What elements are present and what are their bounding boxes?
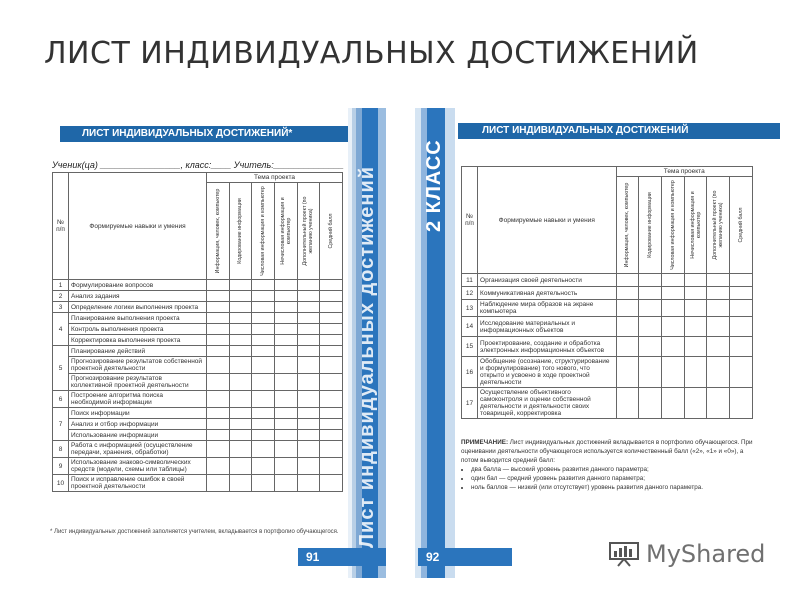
score-cell[interactable] xyxy=(730,300,753,317)
row-number: 4 xyxy=(53,313,69,346)
score-cell[interactable] xyxy=(207,475,230,492)
table-row xyxy=(53,280,343,291)
score-cell[interactable] xyxy=(661,287,684,300)
score-cell[interactable] xyxy=(320,291,343,302)
row-number: 9 xyxy=(53,458,69,475)
score-cell[interactable] xyxy=(274,346,297,357)
score-cell[interactable] xyxy=(639,337,662,357)
score-cell[interactable] xyxy=(229,324,252,335)
score-cell[interactable] xyxy=(252,335,275,346)
score-cell[interactable] xyxy=(207,302,230,313)
column-header xyxy=(320,183,343,280)
skill-cell: Планирование выполнения проекта xyxy=(69,313,207,324)
skill-cell: Использование информации xyxy=(69,430,207,441)
score-cell[interactable] xyxy=(297,374,320,391)
score-cell[interactable] xyxy=(297,346,320,357)
score-cell[interactable] xyxy=(252,313,275,324)
skill-cell: Осуществление объективного самоконтроля и оценки собственной деятельности и деятельности своих товарищей, корректировка xyxy=(478,388,616,419)
skill-cell: Использование знаково-символических средств (модели, схемы или таблицы) xyxy=(69,458,207,475)
skill-cell: Исследование материальных и информационных объектов xyxy=(478,317,616,337)
skill-cell: Коммуникативная деятельность xyxy=(478,287,616,300)
row-number: 8 xyxy=(53,441,69,458)
score-cell[interactable] xyxy=(207,313,230,324)
score-cell[interactable] xyxy=(297,324,320,335)
slide-title: ЛИСТ ИНДИВИДУАЛЬНЫХ ДОСТИЖЕНИЙ xyxy=(44,36,699,71)
score-cell[interactable] xyxy=(616,388,639,419)
skill-cell: Планирование действий xyxy=(69,346,207,357)
row-number: 1 xyxy=(53,280,69,291)
row-number: 7 xyxy=(53,408,69,441)
score-cell[interactable] xyxy=(320,391,343,408)
score-cell[interactable] xyxy=(274,280,297,291)
table-row xyxy=(53,324,343,335)
score-cell[interactable] xyxy=(616,300,639,317)
left-footnote: * Лист индивидуальных достижений заполняется учителем, вкладывается в портфолио обучающегося. xyxy=(50,529,339,535)
score-cell[interactable] xyxy=(229,346,252,357)
score-cell[interactable] xyxy=(297,430,320,441)
score-cell[interactable] xyxy=(639,287,662,300)
score-cell[interactable] xyxy=(320,458,343,475)
score-cell[interactable] xyxy=(730,357,753,388)
row-number: 13 xyxy=(462,300,478,317)
column-header-label: Средний балл xyxy=(738,207,745,243)
score-cell[interactable] xyxy=(730,274,753,287)
score-cell[interactable] xyxy=(639,388,662,419)
table-row xyxy=(53,313,343,324)
score-cell[interactable] xyxy=(684,337,707,357)
row-number: 16 xyxy=(462,357,478,388)
note-item: • два балла — высокий уровень развития данного параметра; xyxy=(471,465,761,474)
column-header xyxy=(252,183,275,280)
table-row xyxy=(53,391,343,408)
right-page xyxy=(415,108,780,578)
score-cell[interactable] xyxy=(297,335,320,346)
column-header xyxy=(684,177,707,274)
score-cell[interactable] xyxy=(207,357,230,374)
column-header xyxy=(639,177,662,274)
score-cell[interactable] xyxy=(207,408,230,419)
column-header xyxy=(297,183,320,280)
score-cell[interactable] xyxy=(229,441,252,458)
score-cell[interactable] xyxy=(229,430,252,441)
score-cell[interactable] xyxy=(616,357,639,388)
table-row xyxy=(53,374,343,391)
score-cell[interactable] xyxy=(320,335,343,346)
score-cell[interactable] xyxy=(684,274,707,287)
score-cell[interactable] xyxy=(320,408,343,419)
column-header-label: Кодирование информации xyxy=(647,192,654,258)
skill-cell: Анализ и отбор информации xyxy=(69,419,207,430)
score-cell[interactable] xyxy=(707,287,730,300)
skill-cell: Прогнозирование результатов коллективной проектной деятельности xyxy=(69,374,207,391)
score-cell[interactable] xyxy=(207,324,230,335)
right-decorative-stripe xyxy=(415,108,455,578)
score-cell[interactable] xyxy=(207,419,230,430)
presentation-board-icon xyxy=(608,541,640,567)
column-header-label: Числовая информация и компьютер xyxy=(669,180,676,270)
score-cell[interactable] xyxy=(320,280,343,291)
table-row xyxy=(53,458,343,475)
score-cell[interactable] xyxy=(229,291,252,302)
score-cell[interactable] xyxy=(274,324,297,335)
score-cell[interactable] xyxy=(297,302,320,313)
score-cell[interactable] xyxy=(229,280,252,291)
score-cell[interactable] xyxy=(274,408,297,419)
score-cell[interactable] xyxy=(229,302,252,313)
header-skills: Формируемые навыки и умения xyxy=(69,173,207,280)
left-achievements-table xyxy=(52,172,343,492)
score-cell[interactable] xyxy=(297,391,320,408)
score-cell[interactable] xyxy=(661,300,684,317)
score-cell[interactable] xyxy=(320,430,343,441)
column-header-label: Нечисловая информация и компьютер xyxy=(689,191,702,259)
table-row xyxy=(53,430,343,441)
skill-cell: Формулирование вопросов xyxy=(69,280,207,291)
score-cell[interactable] xyxy=(707,337,730,357)
skill-cell: Обобщение (осознание, структурирование и формулирование) того нового, что открыто и усвоено в ходе проектной деятельности xyxy=(478,357,616,388)
score-cell[interactable] xyxy=(639,317,662,337)
score-cell[interactable] xyxy=(616,274,639,287)
column-header-label: Числовая информация и компьютер xyxy=(260,186,267,276)
skill-cell: Наблюдение мира образов на экране компьютера xyxy=(478,300,616,317)
score-cell[interactable] xyxy=(229,458,252,475)
table-row xyxy=(53,291,343,302)
myshared-logo xyxy=(608,540,765,568)
table-row xyxy=(53,441,343,458)
score-cell[interactable] xyxy=(730,388,753,419)
skill-cell: Поиск информации xyxy=(69,408,207,419)
score-cell[interactable] xyxy=(207,391,230,408)
score-cell[interactable] xyxy=(207,346,230,357)
score-cell[interactable] xyxy=(297,419,320,430)
score-cell[interactable] xyxy=(274,391,297,408)
column-header xyxy=(730,177,753,274)
score-cell[interactable] xyxy=(661,317,684,337)
score-cell[interactable] xyxy=(297,357,320,374)
score-cell[interactable] xyxy=(229,335,252,346)
score-cell[interactable] xyxy=(320,419,343,430)
score-cell[interactable] xyxy=(684,300,707,317)
header-number: № п/п xyxy=(462,167,478,274)
score-cell[interactable] xyxy=(274,357,297,374)
student-info-line: Ученик(ца) ________________, класс:____ Учитель:______________ xyxy=(52,160,344,170)
score-cell[interactable] xyxy=(320,357,343,374)
left-decorative-stripe xyxy=(348,108,386,578)
score-cell[interactable] xyxy=(274,419,297,430)
column-header xyxy=(616,177,639,274)
score-cell[interactable] xyxy=(207,430,230,441)
skill-cell: Организация своей деятельности xyxy=(478,274,616,287)
page-number-left: 91 xyxy=(298,548,386,566)
page-number-right: 92 xyxy=(418,548,512,566)
score-cell[interactable] xyxy=(661,388,684,419)
row-number: 17 xyxy=(462,388,478,419)
skill-cell: Работа с информацией (осуществление передачи, хранения, обработки) xyxy=(69,441,207,458)
score-cell[interactable] xyxy=(616,317,639,337)
score-cell[interactable] xyxy=(252,475,275,492)
score-cell[interactable] xyxy=(730,287,753,300)
score-cell[interactable] xyxy=(297,408,320,419)
header-project-topic: Тема проекта xyxy=(207,173,343,183)
row-number: 10 xyxy=(53,475,69,492)
score-cell[interactable] xyxy=(207,374,230,391)
skill-cell: Прогнозирование результатов собственной проектной деятельности xyxy=(69,357,207,374)
score-cell[interactable] xyxy=(274,475,297,492)
score-cell[interactable] xyxy=(207,441,230,458)
right-achievements-table xyxy=(461,166,753,419)
score-cell[interactable] xyxy=(320,324,343,335)
table-row xyxy=(462,337,753,357)
header-project-topic: Тема проекта xyxy=(616,167,753,177)
score-cell[interactable] xyxy=(684,357,707,388)
score-cell[interactable] xyxy=(229,313,252,324)
row-number: 3 xyxy=(53,302,69,313)
score-cell[interactable] xyxy=(252,280,275,291)
table-row xyxy=(53,408,343,419)
column-header xyxy=(661,177,684,274)
note-label: ПРИМЕЧАНИЕ: xyxy=(461,439,509,446)
row-number: 15 xyxy=(462,337,478,357)
score-cell[interactable] xyxy=(252,458,275,475)
score-cell[interactable] xyxy=(320,346,343,357)
column-header-label: Средний балл xyxy=(328,213,335,249)
column-header-label: Информация, человек, компьютер xyxy=(214,188,221,274)
score-cell[interactable] xyxy=(252,324,275,335)
table-row xyxy=(53,357,343,374)
score-cell[interactable] xyxy=(297,475,320,492)
column-header xyxy=(207,183,230,280)
score-cell[interactable] xyxy=(639,300,662,317)
note-list xyxy=(461,465,761,492)
table-row xyxy=(53,335,343,346)
score-cell[interactable] xyxy=(684,388,707,419)
score-cell[interactable] xyxy=(274,335,297,346)
score-cell[interactable] xyxy=(730,337,753,357)
score-cell[interactable] xyxy=(252,391,275,408)
score-cell[interactable] xyxy=(207,280,230,291)
column-header xyxy=(707,177,730,274)
score-cell[interactable] xyxy=(252,419,275,430)
score-cell[interactable] xyxy=(229,374,252,391)
score-cell[interactable] xyxy=(320,441,343,458)
score-cell[interactable] xyxy=(274,458,297,475)
score-cell[interactable] xyxy=(684,287,707,300)
score-cell[interactable] xyxy=(320,374,343,391)
row-number: 12 xyxy=(462,287,478,300)
skill-cell: Корректировка выполнения проекта xyxy=(69,335,207,346)
note-text: Лист индивидуальных достижений вкладывается в портфолио обучающегося. При оценивании деятельности обучающегося используется количественный балл («2», «1» и «0»), а потом выводится средний балл: xyxy=(461,439,753,464)
left-page xyxy=(40,108,388,578)
table-row xyxy=(53,346,343,357)
score-cell[interactable] xyxy=(320,302,343,313)
score-cell[interactable] xyxy=(252,302,275,313)
left-banner: ЛИСТ ИНДИВИДУАЛЬНЫХ ДОСТИЖЕНИЙ* xyxy=(60,126,352,142)
score-cell[interactable] xyxy=(707,357,730,388)
score-cell[interactable] xyxy=(661,274,684,287)
score-cell[interactable] xyxy=(297,313,320,324)
row-number: 5 xyxy=(53,346,69,391)
score-cell[interactable] xyxy=(229,475,252,492)
score-cell[interactable] xyxy=(297,291,320,302)
table-row xyxy=(462,388,753,419)
score-cell[interactable] xyxy=(252,430,275,441)
table-row xyxy=(53,302,343,313)
column-header xyxy=(274,183,297,280)
score-cell[interactable] xyxy=(252,357,275,374)
score-cell[interactable] xyxy=(730,317,753,337)
score-cell[interactable] xyxy=(616,337,639,357)
table-row xyxy=(462,274,753,287)
table-row xyxy=(462,300,753,317)
score-cell[interactable] xyxy=(229,419,252,430)
score-cell[interactable] xyxy=(252,291,275,302)
score-cell[interactable] xyxy=(207,291,230,302)
right-stripe-text: 2 КЛАСС xyxy=(423,139,445,232)
header-number: № п/п xyxy=(53,173,69,280)
score-cell[interactable] xyxy=(252,408,275,419)
score-cell[interactable] xyxy=(297,458,320,475)
row-number: 14 xyxy=(462,317,478,337)
table-row xyxy=(462,357,753,388)
score-cell[interactable] xyxy=(297,280,320,291)
score-cell[interactable] xyxy=(274,313,297,324)
score-cell[interactable] xyxy=(661,337,684,357)
note-item: • ноль баллов — низкий (или отсутствует) уровень развития данного параметра. xyxy=(471,483,761,492)
score-cell[interactable] xyxy=(684,317,707,337)
skill-cell: Анализ задания xyxy=(69,291,207,302)
score-cell[interactable] xyxy=(707,274,730,287)
table-row xyxy=(462,317,753,337)
skill-cell: Построение алгоритма поиска необходимой информации xyxy=(69,391,207,408)
score-cell[interactable] xyxy=(274,374,297,391)
score-cell[interactable] xyxy=(274,291,297,302)
skill-cell: Контроль выполнения проекта xyxy=(69,324,207,335)
grading-note xyxy=(461,438,761,492)
table-row xyxy=(53,475,343,492)
left-stripe-text: Лист индивидуальных достижений xyxy=(356,165,378,548)
right-banner: ЛИСТ ИНДИВИДУАЛЬНЫХ ДОСТИЖЕНИЙ xyxy=(458,123,780,139)
logo-text: MyShared xyxy=(646,540,766,568)
score-cell[interactable] xyxy=(707,388,730,419)
column-header-label: Кодирование информации xyxy=(237,198,244,264)
column-header xyxy=(229,183,252,280)
skill-cell: Проектирование, создание и обработка электронных информационных объектов xyxy=(478,337,616,357)
score-cell[interactable] xyxy=(661,357,684,388)
score-cell[interactable] xyxy=(707,300,730,317)
skill-cell: Поиск и исправление ошибок в своей проектной деятельности xyxy=(69,475,207,492)
note-item: • один бал — средний уровень развития данного параметра; xyxy=(471,474,761,483)
table-row xyxy=(462,287,753,300)
score-cell[interactable] xyxy=(320,313,343,324)
score-cell[interactable] xyxy=(274,430,297,441)
score-cell[interactable] xyxy=(229,391,252,408)
score-cell[interactable] xyxy=(639,357,662,388)
score-cell[interactable] xyxy=(207,335,230,346)
column-header-label: Дополнительный проект (по желанию ученика) xyxy=(712,190,725,260)
score-cell[interactable] xyxy=(707,317,730,337)
skill-cell: Определение логики выполнения проекта xyxy=(69,302,207,313)
score-cell[interactable] xyxy=(616,287,639,300)
score-cell[interactable] xyxy=(320,475,343,492)
column-header-label: Нечисловая информация и компьютер xyxy=(279,197,292,265)
row-number: 6 xyxy=(53,391,69,408)
header-skills: Формируемые навыки и умения xyxy=(478,167,616,274)
score-cell[interactable] xyxy=(274,302,297,313)
row-number: 11 xyxy=(462,274,478,287)
row-number: 2 xyxy=(53,291,69,302)
score-cell[interactable] xyxy=(274,441,297,458)
table-row xyxy=(53,419,343,430)
column-header-label: Информация, человек, компьютер xyxy=(624,182,631,268)
score-cell[interactable] xyxy=(252,441,275,458)
score-cell[interactable] xyxy=(252,346,275,357)
score-cell[interactable] xyxy=(229,408,252,419)
score-cell[interactable] xyxy=(229,357,252,374)
score-cell[interactable] xyxy=(639,274,662,287)
score-cell[interactable] xyxy=(297,441,320,458)
score-cell[interactable] xyxy=(207,458,230,475)
column-header-label: Дополнительный проект (по желанию ученика) xyxy=(302,196,315,266)
score-cell[interactable] xyxy=(252,374,275,391)
